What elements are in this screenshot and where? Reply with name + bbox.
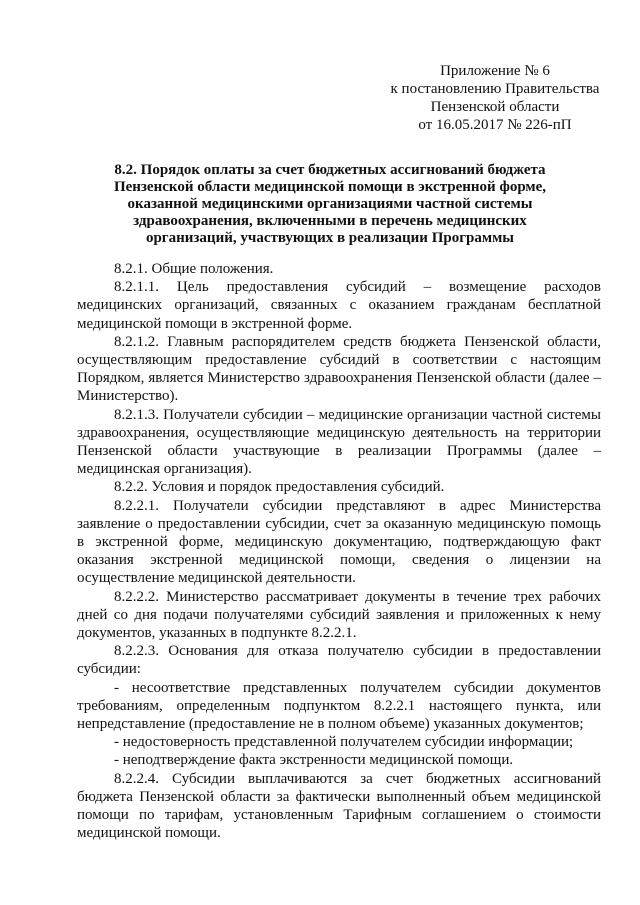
appendix-line-number: Приложение № 6 (440, 63, 550, 79)
paragraph-8-2-1-2: 8.2.1.2. Главным распорядителем средств бюджета Пензенской области, осуществляющим предоставление субсидий в соответствии с настоящим Порядком, является Министерство здравоохранения Пензенской области (далее – Министерство). (77, 333, 601, 405)
appendix-line-date: от 16.05.2017 № 226-пП (418, 117, 572, 133)
paragraph-8-2-2-2: 8.2.2.2. Министерство рассматривает документы в течение трех рабочих дней со дня подачи получателями субсидий заявления и приложенных к нему документов, указанных в подпункте 8.2.2.1. (77, 588, 601, 642)
list-item-nonconformity: - несоответствие представленных получателем субсидии документов требованиям, определенным подпунктом 8.2.2.1 настоящего пункта, или непредставление (предоставление не в полном объеме) указанных документов; (77, 679, 601, 733)
paragraph-8-2-1-3: 8.2.1.3. Получатели субсидии – медицинские организации частной системы здравоохранения, осуществляющие медицинскую деятельность на территории Пензенской области участвующие в реализации Программы (далее – медицинская организация). (77, 406, 601, 478)
paragraph-8-2-1: 8.2.1. Общие положения. (114, 261, 274, 277)
paragraph-8-2-2-3: 8.2.2.3. Основания для отказа получателю субсидии в предоставлении субсидии: (77, 643, 601, 678)
paragraph-8-2-1-1: 8.2.1.1. Цель предоставления субсидий – возмещение расходов медицинских организаций, связанных с оказанием гражданам бесплатной медицинской помощи в экстренной форме. (77, 279, 601, 332)
list-item-inaccuracy: - недостоверность представленной получателем субсидии информации; (114, 734, 574, 751)
document-body (77, 260, 601, 843)
appendix-line-region: Пензенской области (430, 99, 560, 115)
list-item-nonconfirmation: - неподтверждение факта экстренности медицинской помощи. (114, 752, 514, 769)
paragraph-8-2-2-1: 8.2.2.1. Получатели субсидии представляют в адрес Министерства заявление о предоставлении субсидии, счет за оказанную медицинскую помощь в экстренной форме, медицинскую документацию, подтверждающую факт оказания экстренной медицинской помощи, сведения о лицензии на осуществление медицинской деятельности. (77, 497, 601, 587)
section-heading: 8.2. Порядок оплаты за счет бюджетных ассигнований бюджета Пензенской области медицинской помощи в экстренной форме, оказанной медицинскими организациями частной системы здравоохранения, включенными в перечень медицинских организаций, участвующих в реализации Программы (113, 162, 547, 246)
paragraph-8-2-2: 8.2.2. Условия и порядок предоставления субсидий. (114, 479, 445, 496)
appendix-note (380, 62, 610, 134)
paragraph-8-2-2-4: 8.2.2.4. Субсидии выплачиваются за счет бюджетных ассигнований бюджета Пензенской области за фактически выполненный объем медицинской помощи по тарифам, установленным Тарифным соглашением о стоимости медицинской помощи. (77, 770, 601, 842)
appendix-line-resolution: к постановлению Правительства (390, 81, 600, 97)
